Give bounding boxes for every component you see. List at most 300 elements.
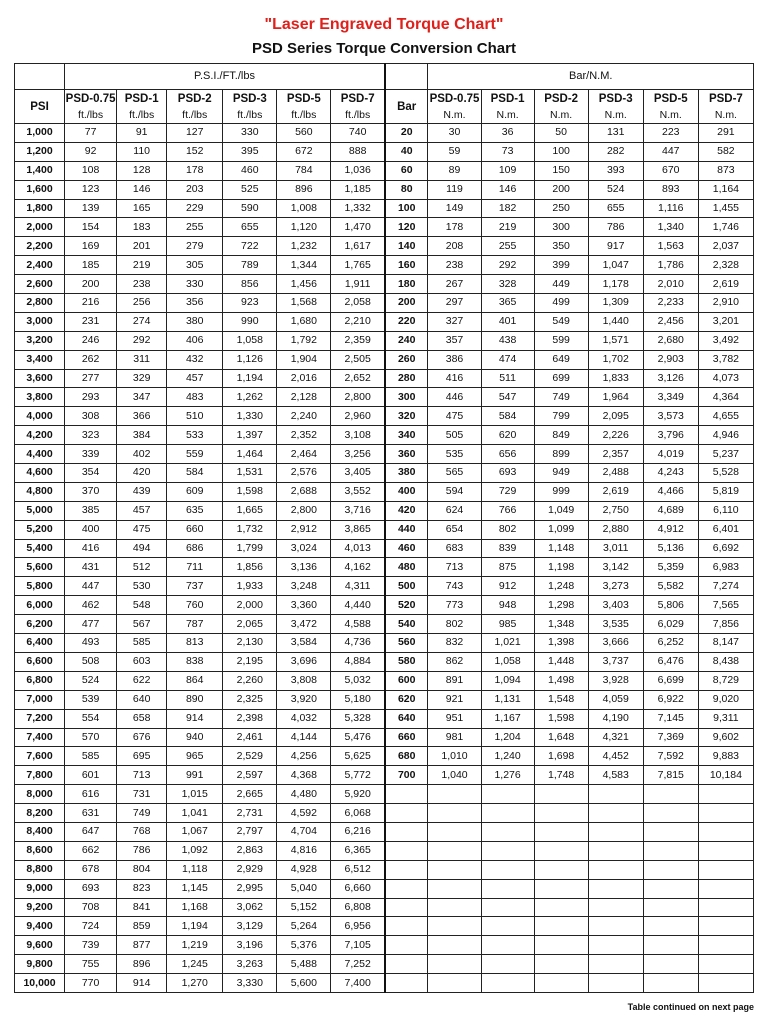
torque-ftlbs-cell: 356: [167, 294, 223, 313]
table-row: [15, 539, 754, 558]
torque-ftlbs-cell: 560: [277, 124, 331, 143]
torque-ftlbs-cell: 838: [167, 652, 223, 671]
table-row: [15, 199, 754, 218]
torque-ftlbs-cell: 2,058: [331, 294, 385, 313]
psi-value: 3,200: [15, 331, 65, 350]
continued-note: Table continued on next page: [627, 1002, 754, 1012]
torque-nm-cell: 6,029: [643, 615, 698, 634]
torque-nm-cell: [588, 804, 643, 823]
torque-ftlbs-cell: 616: [65, 785, 117, 804]
torque-ftlbs-cell: 1,145: [167, 879, 223, 898]
torque-ftlbs-cell: 3,808: [277, 671, 331, 690]
unit-header: ft./lbs: [223, 107, 277, 124]
group-spacer-left: [15, 64, 65, 90]
torque-nm-cell: 549: [534, 312, 588, 331]
torque-nm-cell: 8,438: [698, 652, 753, 671]
torque-ftlbs-cell: 416: [65, 539, 117, 558]
torque-ftlbs-cell: 601: [65, 766, 117, 785]
torque-nm-cell: 4,243: [643, 464, 698, 483]
torque-ftlbs-cell: 6,956: [331, 917, 385, 936]
torque-ftlbs-cell: 508: [65, 652, 117, 671]
psi-value: 10,000: [15, 974, 65, 993]
torque-nm-cell: 4,321: [588, 728, 643, 747]
torque-nm-cell: 802: [481, 520, 534, 539]
torque-nm-cell: 357: [428, 331, 481, 350]
torque-nm-cell: 893: [643, 180, 698, 199]
torque-nm-cell: 89: [428, 161, 481, 180]
torque-nm-cell: 401: [481, 312, 534, 331]
torque-ftlbs-cell: 662: [65, 841, 117, 860]
torque-ftlbs-cell: 2,597: [223, 766, 277, 785]
torque-ftlbs-cell: 525: [223, 180, 277, 199]
psi-value: 2,600: [15, 275, 65, 294]
torque-nm-cell: 683: [428, 539, 481, 558]
torque-ftlbs-cell: 5,488: [277, 955, 331, 974]
torque-ftlbs-cell: 672: [277, 142, 331, 161]
psi-value: 8,600: [15, 841, 65, 860]
torque-nm-cell: 3,666: [588, 634, 643, 653]
model-header: PSD-5: [277, 90, 331, 108]
torque-nm-cell: 3,737: [588, 652, 643, 671]
unit-header: ft./lbs: [331, 107, 385, 124]
torque-nm-cell: [481, 936, 534, 955]
table-row: [15, 841, 754, 860]
torque-ftlbs-cell: 1,799: [223, 539, 277, 558]
torque-ftlbs-cell: 219: [117, 256, 167, 275]
torque-ftlbs-cell: 724: [65, 917, 117, 936]
torque-ftlbs-cell: 2,398: [223, 709, 277, 728]
torque-ftlbs-cell: 200: [65, 275, 117, 294]
table-row: [15, 501, 754, 520]
psi-value: 7,000: [15, 690, 65, 709]
torque-nm-cell: [588, 898, 643, 917]
torque-nm-cell: 4,059: [588, 690, 643, 709]
torque-nm-cell: 6,401: [698, 520, 753, 539]
torque-ftlbs-cell: 256: [117, 294, 167, 313]
torque-ftlbs-cell: 693: [65, 879, 117, 898]
torque-nm-cell: [428, 822, 481, 841]
torque-ftlbs-cell: 457: [167, 369, 223, 388]
table-row: [15, 350, 754, 369]
torque-nm-cell: 1,148: [534, 539, 588, 558]
torque-nm-cell: 1,099: [534, 520, 588, 539]
torque-ftlbs-cell: 238: [117, 275, 167, 294]
torque-nm-cell: 328: [481, 275, 534, 294]
torque-nm-cell: [481, 785, 534, 804]
torque-ftlbs-cell: 4,440: [331, 596, 385, 615]
torque-ftlbs-cell: 631: [65, 804, 117, 823]
torque-ftlbs-cell: 965: [167, 747, 223, 766]
torque-nm-cell: 891: [428, 671, 481, 690]
torque-ftlbs-cell: 609: [167, 482, 223, 501]
torque-nm-cell: 1,746: [698, 218, 753, 237]
torque-ftlbs-cell: 4,704: [277, 822, 331, 841]
torque-ftlbs-cell: 2,240: [277, 407, 331, 426]
torque-ftlbs-cell: 658: [117, 709, 167, 728]
torque-nm-cell: 547: [481, 388, 534, 407]
table-row: [15, 747, 754, 766]
torque-ftlbs-cell: 991: [167, 766, 223, 785]
torque-ftlbs-cell: 603: [117, 652, 167, 671]
table-row: [15, 860, 754, 879]
bar-value: 680: [385, 747, 428, 766]
torque-nm-cell: 699: [534, 369, 588, 388]
torque-ftlbs-cell: 2,576: [277, 464, 331, 483]
torque-ftlbs-cell: 494: [117, 539, 167, 558]
torque-ftlbs-cell: 4,013: [331, 539, 385, 558]
torque-nm-cell: [698, 955, 753, 974]
torque-ftlbs-cell: 277: [65, 369, 117, 388]
table-row: [15, 464, 754, 483]
torque-ftlbs-cell: 7,105: [331, 936, 385, 955]
torque-nm-cell: 300: [534, 218, 588, 237]
bar-value: [385, 974, 428, 993]
torque-ftlbs-cell: 1,041: [167, 804, 223, 823]
torque-nm-cell: [698, 936, 753, 955]
torque-ftlbs-cell: 2,065: [223, 615, 277, 634]
bar-value: 400: [385, 482, 428, 501]
torque-ftlbs-cell: 559: [167, 445, 223, 464]
torque-table: [14, 63, 754, 993]
bar-value: [385, 804, 428, 823]
torque-nm-cell: 3,573: [643, 407, 698, 426]
torque-ftlbs-cell: 305: [167, 256, 223, 275]
torque-ftlbs-cell: 841: [117, 898, 167, 917]
torque-nm-cell: 8,729: [698, 671, 753, 690]
torque-nm-cell: 524: [588, 180, 643, 199]
torque-ftlbs-cell: 5,376: [277, 936, 331, 955]
torque-ftlbs-cell: 146: [117, 180, 167, 199]
torque-nm-cell: 109: [481, 161, 534, 180]
torque-nm-cell: 7,145: [643, 709, 698, 728]
torque-nm-cell: 2,910: [698, 294, 753, 313]
torque-nm-cell: 999: [534, 482, 588, 501]
torque-ftlbs-cell: 1,598: [223, 482, 277, 501]
torque-ftlbs-cell: 279: [167, 237, 223, 256]
torque-nm-cell: 30: [428, 124, 481, 143]
torque-ftlbs-cell: 1,568: [277, 294, 331, 313]
bar-value: [385, 860, 428, 879]
torque-nm-cell: 1,047: [588, 256, 643, 275]
torque-nm-cell: 649: [534, 350, 588, 369]
torque-nm-cell: 1,164: [698, 180, 753, 199]
torque-nm-cell: 9,883: [698, 747, 753, 766]
torque-ftlbs-cell: 475: [117, 520, 167, 539]
table-row: [15, 974, 754, 993]
group-header-psi: P.S.I./FT./lbs: [65, 64, 385, 90]
torque-ftlbs-cell: 789: [223, 256, 277, 275]
bar-value: 160: [385, 256, 428, 275]
torque-nm-cell: 849: [534, 426, 588, 445]
torque-nm-cell: [698, 841, 753, 860]
table-row: [15, 388, 754, 407]
torque-nm-cell: 1,548: [534, 690, 588, 709]
psi-value: 8,800: [15, 860, 65, 879]
torque-nm-cell: 624: [428, 501, 481, 520]
model-header: PSD-7: [331, 90, 385, 108]
torque-ftlbs-cell: 2,995: [223, 879, 277, 898]
bar-value: 100: [385, 199, 428, 218]
table-row: [15, 804, 754, 823]
torque-nm-cell: 1,240: [481, 747, 534, 766]
torque-nm-cell: 5,359: [643, 558, 698, 577]
torque-ftlbs-cell: 139: [65, 199, 117, 218]
torque-ftlbs-cell: 432: [167, 350, 223, 369]
torque-ftlbs-cell: 77: [65, 124, 117, 143]
bar-value: [385, 822, 428, 841]
torque-ftlbs-cell: 439: [117, 482, 167, 501]
torque-ftlbs-cell: 1,194: [167, 917, 223, 936]
bar-value: 520: [385, 596, 428, 615]
torque-nm-cell: 447: [643, 142, 698, 161]
torque-nm-cell: 594: [428, 482, 481, 501]
bar-value: 80: [385, 180, 428, 199]
torque-nm-cell: [698, 804, 753, 823]
torque-ftlbs-cell: 2,800: [331, 388, 385, 407]
psi-value: 7,400: [15, 728, 65, 747]
torque-ftlbs-cell: 1,332: [331, 199, 385, 218]
table-row: [15, 124, 754, 143]
unit-header: N.m.: [428, 107, 481, 124]
torque-ftlbs-cell: 5,032: [331, 671, 385, 690]
torque-nm-cell: [481, 804, 534, 823]
torque-nm-cell: [534, 917, 588, 936]
torque-nm-cell: [481, 822, 534, 841]
torque-ftlbs-cell: 530: [117, 577, 167, 596]
torque-nm-cell: 985: [481, 615, 534, 634]
torque-nm-cell: 655: [588, 199, 643, 218]
torque-ftlbs-cell: 1,219: [167, 936, 223, 955]
torque-ftlbs-cell: 4,884: [331, 652, 385, 671]
table-row: [15, 936, 754, 955]
model-header: PSD-3: [223, 90, 277, 108]
bar-column-header: Bar: [385, 90, 428, 124]
torque-ftlbs-cell: 1,120: [277, 218, 331, 237]
torque-ftlbs-cell: 686: [167, 539, 223, 558]
torque-ftlbs-cell: 354: [65, 464, 117, 483]
torque-nm-cell: [643, 898, 698, 917]
torque-nm-cell: 620: [481, 426, 534, 445]
torque-nm-cell: 59: [428, 142, 481, 161]
torque-ftlbs-cell: 2,210: [331, 312, 385, 331]
torque-nm-cell: 1,276: [481, 766, 534, 785]
table-row: [15, 634, 754, 653]
torque-ftlbs-cell: 1,344: [277, 256, 331, 275]
torque-nm-cell: 2,750: [588, 501, 643, 520]
torque-nm-cell: 1,786: [643, 256, 698, 275]
torque-nm-cell: 656: [481, 445, 534, 464]
torque-ftlbs-cell: 366: [117, 407, 167, 426]
bar-value: 340: [385, 426, 428, 445]
torque-nm-cell: 2,619: [588, 482, 643, 501]
model-header: PSD-2: [167, 90, 223, 108]
torque-ftlbs-cell: 896: [277, 180, 331, 199]
torque-ftlbs-cell: 462: [65, 596, 117, 615]
torque-nm-cell: 73: [481, 142, 534, 161]
torque-nm-cell: 2,488: [588, 464, 643, 483]
torque-ftlbs-cell: 590: [223, 199, 277, 218]
torque-ftlbs-cell: 1,904: [277, 350, 331, 369]
torque-ftlbs-cell: 4,311: [331, 577, 385, 596]
psi-value: 1,600: [15, 180, 65, 199]
torque-ftlbs-cell: 2,461: [223, 728, 277, 747]
torque-ftlbs-cell: 567: [117, 615, 167, 634]
torque-nm-cell: 131: [588, 124, 643, 143]
torque-nm-cell: 1,248: [534, 577, 588, 596]
torque-nm-cell: 7,369: [643, 728, 698, 747]
torque-ftlbs-cell: 262: [65, 350, 117, 369]
unit-header: ft./lbs: [65, 107, 117, 124]
unit-header: ft./lbs: [117, 107, 167, 124]
torque-nm-cell: 1,833: [588, 369, 643, 388]
torque-nm-cell: [428, 898, 481, 917]
torque-nm-cell: 238: [428, 256, 481, 275]
table-row: [15, 180, 754, 199]
torque-nm-cell: 5,819: [698, 482, 753, 501]
psi-value: 3,600: [15, 369, 65, 388]
torque-nm-cell: [428, 936, 481, 955]
torque-ftlbs-cell: 1,092: [167, 841, 223, 860]
torque-ftlbs-cell: 311: [117, 350, 167, 369]
torque-nm-cell: 1,498: [534, 671, 588, 690]
bar-value: [385, 841, 428, 860]
model-header: PSD-2: [534, 90, 588, 108]
torque-ftlbs-cell: 4,144: [277, 728, 331, 747]
torque-ftlbs-cell: 3,472: [277, 615, 331, 634]
torque-nm-cell: 981: [428, 728, 481, 747]
psi-value: 2,800: [15, 294, 65, 313]
torque-ftlbs-cell: 6,068: [331, 804, 385, 823]
torque-nm-cell: [588, 785, 643, 804]
psi-value: 4,000: [15, 407, 65, 426]
torque-ftlbs-cell: 493: [65, 634, 117, 653]
torque-ftlbs-cell: 1,792: [277, 331, 331, 350]
torque-nm-cell: 1,598: [534, 709, 588, 728]
model-header: PSD-1: [481, 90, 534, 108]
torque-ftlbs-cell: 4,256: [277, 747, 331, 766]
torque-nm-cell: 749: [534, 388, 588, 407]
torque-ftlbs-cell: 293: [65, 388, 117, 407]
torque-nm-cell: 250: [534, 199, 588, 218]
torque-ftlbs-cell: 3,196: [223, 936, 277, 955]
torque-ftlbs-cell: 2,505: [331, 350, 385, 369]
torque-ftlbs-cell: 635: [167, 501, 223, 520]
torque-nm-cell: 951: [428, 709, 481, 728]
table-row: [15, 161, 754, 180]
torque-ftlbs-cell: 3,552: [331, 482, 385, 501]
torque-nm-cell: 839: [481, 539, 534, 558]
torque-nm-cell: 1,131: [481, 690, 534, 709]
psi-value: 6,800: [15, 671, 65, 690]
torque-nm-cell: [643, 879, 698, 898]
psi-value: 5,800: [15, 577, 65, 596]
psi-value: 6,400: [15, 634, 65, 653]
torque-ftlbs-cell: 1,680: [277, 312, 331, 331]
torque-nm-cell: 802: [428, 615, 481, 634]
torque-nm-cell: 9,602: [698, 728, 753, 747]
torque-nm-cell: [588, 841, 643, 860]
torque-nm-cell: [428, 974, 481, 993]
torque-nm-cell: [698, 822, 753, 841]
psi-value: 1,000: [15, 124, 65, 143]
torque-ftlbs-cell: 888: [331, 142, 385, 161]
torque-ftlbs-cell: 877: [117, 936, 167, 955]
torque-nm-cell: 350: [534, 237, 588, 256]
torque-ftlbs-cell: 2,665: [223, 785, 277, 804]
bar-value: 120: [385, 218, 428, 237]
bar-value: 20: [385, 124, 428, 143]
torque-nm-cell: 36: [481, 124, 534, 143]
torque-ftlbs-cell: 1,464: [223, 445, 277, 464]
torque-nm-cell: 875: [481, 558, 534, 577]
torque-ftlbs-cell: 2,260: [223, 671, 277, 690]
torque-nm-cell: 3,273: [588, 577, 643, 596]
torque-nm-cell: 2,233: [643, 294, 698, 313]
torque-ftlbs-cell: 3,256: [331, 445, 385, 464]
table-row: [15, 445, 754, 464]
torque-ftlbs-cell: 231: [65, 312, 117, 331]
torque-ftlbs-cell: 6,512: [331, 860, 385, 879]
torque-nm-cell: 1,298: [534, 596, 588, 615]
bar-value: [385, 785, 428, 804]
unit-header: N.m.: [643, 107, 698, 124]
torque-ftlbs-cell: 890: [167, 690, 223, 709]
torque-ftlbs-cell: 292: [117, 331, 167, 350]
torque-nm-cell: 297: [428, 294, 481, 313]
bar-value: 220: [385, 312, 428, 331]
bar-value: 240: [385, 331, 428, 350]
table-row: [15, 822, 754, 841]
torque-ftlbs-cell: 1,168: [167, 898, 223, 917]
torque-nm-cell: 3,782: [698, 350, 753, 369]
torque-nm-cell: 3,403: [588, 596, 643, 615]
torque-ftlbs-cell: 3,062: [223, 898, 277, 917]
psi-value: 8,200: [15, 804, 65, 823]
psi-value: 7,200: [15, 709, 65, 728]
bar-value: [385, 955, 428, 974]
table-row: [15, 898, 754, 917]
torque-nm-cell: 267: [428, 275, 481, 294]
torque-nm-cell: [481, 860, 534, 879]
torque-ftlbs-cell: 3,263: [223, 955, 277, 974]
bar-value: 480: [385, 558, 428, 577]
torque-nm-cell: 6,110: [698, 501, 753, 520]
torque-ftlbs-cell: 1,470: [331, 218, 385, 237]
torque-nm-cell: 399: [534, 256, 588, 275]
psi-value: 4,800: [15, 482, 65, 501]
torque-nm-cell: 7,565: [698, 596, 753, 615]
torque-nm-cell: 535: [428, 445, 481, 464]
torque-ftlbs-cell: 165: [117, 199, 167, 218]
torque-ftlbs-cell: 246: [65, 331, 117, 350]
table-row: [15, 615, 754, 634]
psi-value: 9,200: [15, 898, 65, 917]
torque-ftlbs-cell: 896: [117, 955, 167, 974]
torque-nm-cell: 1,563: [643, 237, 698, 256]
bar-value: 420: [385, 501, 428, 520]
torque-ftlbs-cell: 308: [65, 407, 117, 426]
torque-nm-cell: 3,349: [643, 388, 698, 407]
torque-ftlbs-cell: 5,772: [331, 766, 385, 785]
torque-ftlbs-cell: 2,128: [277, 388, 331, 407]
torque-ftlbs-cell: 5,920: [331, 785, 385, 804]
torque-nm-cell: 3,492: [698, 331, 753, 350]
torque-ftlbs-cell: 152: [167, 142, 223, 161]
bar-value: 700: [385, 766, 428, 785]
torque-ftlbs-cell: 1,911: [331, 275, 385, 294]
psi-value: 4,600: [15, 464, 65, 483]
torque-ftlbs-cell: 1,126: [223, 350, 277, 369]
